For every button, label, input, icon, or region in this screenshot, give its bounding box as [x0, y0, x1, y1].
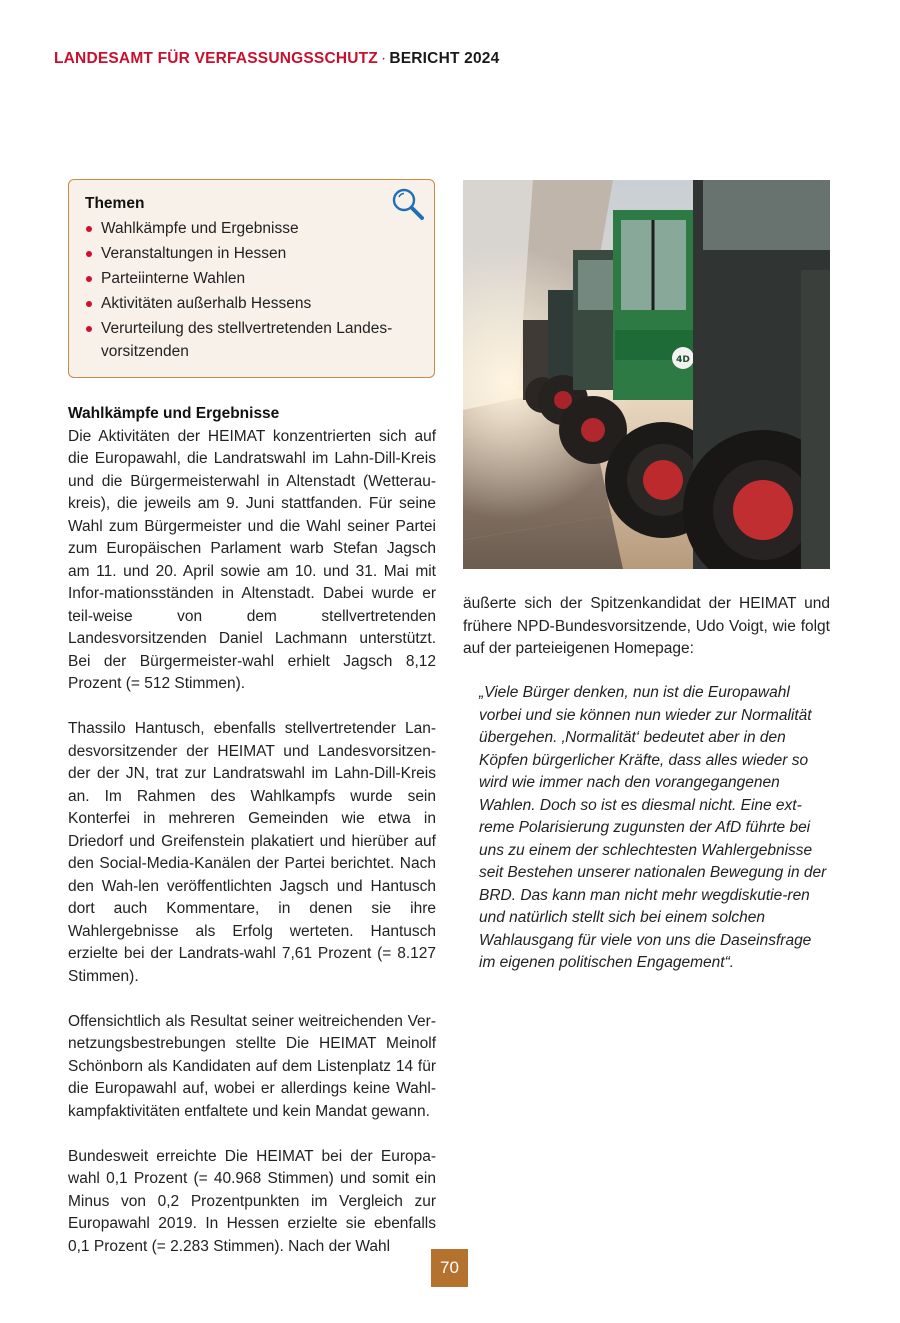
section-heading: Wahlkämpfe und Ergebnisse — [68, 405, 280, 422]
header-organization: LANDESAMT FÜR VERFASSUNGSSCHUTZ — [54, 50, 378, 67]
page-number: 70 — [431, 1249, 468, 1287]
header-report: BERICHT 2024 — [389, 50, 500, 67]
themen-box — [68, 179, 435, 378]
header-separator: · — [380, 50, 387, 67]
magnifier-icon — [391, 187, 425, 221]
themen-item: Verurteilung des stellvertretenden Landes-vorsitzenden — [85, 318, 418, 363]
themen-item: Wahlkämpfe und Ergebnisse — [85, 218, 418, 241]
voigt-quote: „Viele Bürger denken, nun ist die Europawahl vorbei und sie können nun wieder zur Normalität übergehen. ‚Normalität‘ bedeutet aber in den Köpfen bürgerlicher Kräfte, dass alles wieder so wird wie immer nach den vorangegangenen Wahlen. Doch so ist es diesmal nicht. Eine ext-reme Polarisierung zugunsten der AfD führte bei uns zu einem der schlechtesten Wahlergebnisse seit Bestehen unserer nationalen Bewegung in der BRD. Das kann man nicht mehr wegdiskutie-ren und natürlich stellt sich bei einem solchen Wahlausgang für viele von uns die Daseinsfrage im eigenen politischen Engagement“. — [479, 684, 827, 971]
continuation-paragraph: äußerte sich der Spitzenkandidat der HEIMAT und frühere NPD-Bundesvorsitzende, Udo Voigt, wie folgt auf der parteieigenen Homepage: — [463, 595, 830, 657]
tractor-protest-photo — [463, 180, 830, 569]
running-header — [54, 50, 499, 68]
paragraph: Offensichtlich als Resultat seiner weitreichenden Ver-netzungsbestrebungen stellte Die HEIMAT Meinolf Schönborn als Kandidaten auf dem Listenplatz 14 für die Europawahl auf, wobei er allerdings keine Wahl-kampfaktivitäten entfaltete und kein Mandat gewann. — [68, 1012, 436, 1120]
paragraph: Die Aktivitäten der HEIMAT konzentrierten sich auf die Europawahl, die Landratswahl im Lahn-Dill-Kreis und die Bürgermeisterwahl in Altenstadt (Wetterau-kreis), die jeweils am 9. Juni stattfanden. Für seine Wahl zum Bürgermeister und die Wahl seiner Partei zum Europäischen Parlament warb Stefan Jagsch am 11. und 20. April sowie am 10. und 31. Mai mit Infor-mationsständen in Altenstadt. Dabei wurde er teil-weise von dem stellvertretenden Landesvorsitzenden Daniel Lachmann unterstützt. Bei der Bürgermeister-wahl erhielt Jagsch 8,12 Prozent (= 512 Stimmen). — [68, 427, 436, 692]
themen-item: Parteiinterne Wahlen — [85, 268, 418, 291]
themen-item: Aktivitäten außerhalb Hessens — [85, 293, 418, 316]
themen-list — [85, 218, 418, 363]
tractor-badge: 4D — [676, 355, 690, 365]
paragraph: Thassilo Hantusch, ebenfalls stellvertretender Lan-desvorsitzender der HEIMAT und Landesvorsitzen-der der JN, trat zur Landratswahl im Lahn-Dill-Kreis an. Im Rahmen des Wahlkampfs wurde sein Konterfei in mehreren Gemeinden wie etwa in Driedorf und Greifenstein plakatiert und hierüber auf den Social-Media-Kanälen der Partei berichtet. Nach den Wah-len veröffentlichten Jagsch und Hantusch dort auch Kommentare, in denen sie ihre Wahlergebnisse als Erfolg werteten. Hantusch erzielte bei der Landrats-wahl 7,61 Prozent (= 8.127 Stimmen). — [68, 720, 436, 985]
photo-illustration — [463, 180, 830, 569]
right-column — [463, 593, 830, 661]
left-column — [68, 403, 436, 1281]
themen-item: Veranstaltungen in Hessen — [85, 243, 418, 266]
paragraph: Bundesweit erreichte Die HEIMAT bei der Europa-wahl 0,1 Prozent (= 40.968 Stimmen) und somit ein Minus von 0,2 Prozentpunkten im Vergleich zur Europawahl 2019. In Hessen erzielte sie ebenfalls 0,1 Prozent (= 2.283 Stimmen). Nach der Wahl — [68, 1147, 436, 1255]
themen-title: Themen — [85, 195, 145, 212]
